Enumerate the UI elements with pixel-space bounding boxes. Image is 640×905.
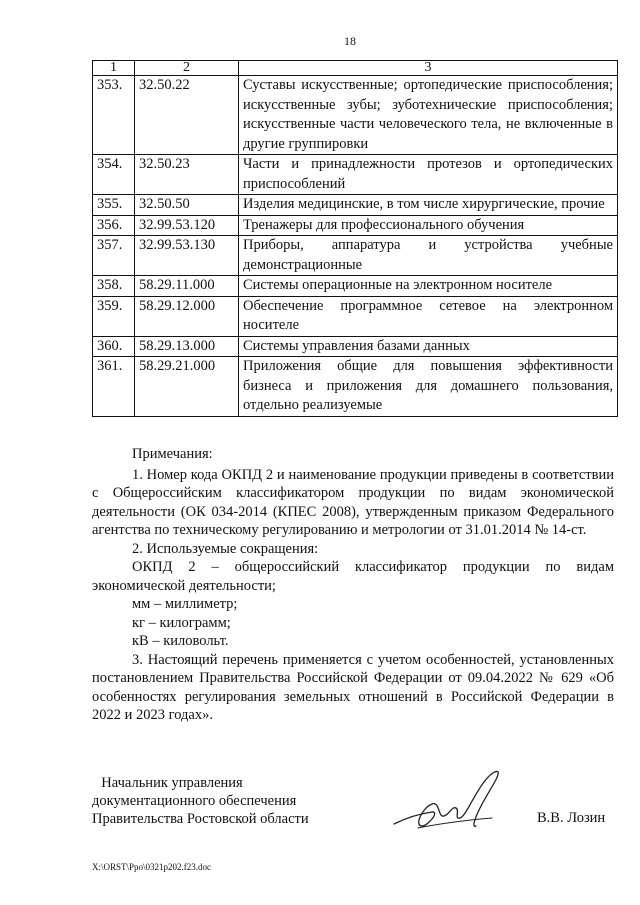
row-number: 353.: [93, 76, 135, 155]
product-name: Тренажеры для профессионального обучения: [239, 215, 618, 236]
row-number: 357.: [93, 236, 135, 276]
page-number: 18: [344, 34, 356, 48]
row-number: 355.: [93, 195, 135, 216]
row-number: 356.: [93, 215, 135, 236]
note-3: 3. Настоящий перечень применяется с учетом особенностей, установленных постановлением Правительства Российской Федерации от 09.04.2022 № 629 «Об особенностях регулирования земельных отношений в Российской Федерации в 2022 и 2023 годах».: [92, 651, 614, 723]
okpd-code: 32.99.53.120: [135, 215, 239, 236]
row-number: 360.: [93, 336, 135, 357]
row-number: 361.: [93, 357, 135, 417]
product-name: Части и принадлежности протезов и ортопедических приспособлений: [239, 155, 618, 195]
product-name: Приборы, аппаратура и устройства учебные демонстрационные: [239, 236, 618, 276]
row-number: 359.: [93, 296, 135, 336]
abbreviation-mm: мм – миллиметр;: [132, 596, 238, 612]
table-row: [93, 215, 618, 236]
table-header-row: [93, 61, 618, 76]
signatory-title-line: документационного обеспечения: [92, 793, 297, 809]
okpd-code: 58.29.12.000: [135, 296, 239, 336]
table-row: [93, 296, 618, 336]
abbreviation-okpd: ОКПД 2 – общероссийский классификатор продукции по видам экономической деятельности;: [92, 559, 614, 594]
table-row: [93, 76, 618, 155]
okpd-code: 32.50.22: [135, 76, 239, 155]
product-name: Изделия медицинские, в том числе хирургические, прочие: [239, 195, 618, 216]
product-name: Обеспечение программное сетевое на электронном носителе: [239, 296, 618, 336]
column-header: 1: [93, 61, 135, 76]
table-row: [93, 155, 618, 195]
table-row: [93, 276, 618, 297]
abbreviation-kv: кВ – киловольт.: [132, 633, 229, 649]
column-header: 2: [135, 61, 239, 76]
okpd-code: 32.50.23: [135, 155, 239, 195]
notes-heading: Примечания:: [132, 446, 213, 462]
product-name: Суставы искусственные; ортопедические приспособления; искусственные зубы; зуботехнические приспособления; искусственные части человеческого тела, не включенные в другие группировки: [239, 76, 618, 155]
row-number: 354.: [93, 155, 135, 195]
product-table: [92, 60, 618, 417]
table-row: [93, 336, 618, 357]
product-name: Системы управления базами данных: [239, 336, 618, 357]
product-name: Приложения общие для повышения эффективности бизнеса и приложения для домашнего пользования, отдельно реализуемые: [239, 357, 618, 417]
handwritten-signature: [388, 768, 508, 838]
okpd-code: 58.29.11.000: [135, 276, 239, 297]
product-name: Системы операционные на электронном носителе: [239, 276, 618, 297]
okpd-code: 58.29.13.000: [135, 336, 239, 357]
column-header: 3: [239, 61, 618, 76]
signer-name: В.В. Лозин: [537, 810, 606, 826]
signatory-title-line: Начальник управления: [101, 775, 243, 791]
signatory-title: [92, 774, 309, 828]
signatory-title-line: Правительства Ростовской области: [92, 811, 309, 827]
file-path: X:\ORST\Ppo\0321p202.f23.doc: [92, 862, 212, 872]
abbreviation-kg: кг – килограмм;: [132, 614, 231, 631]
okpd-code: 58.29.21.000: [135, 357, 239, 417]
table-row: [93, 357, 618, 417]
table-row: [93, 236, 618, 276]
table-row: [93, 195, 618, 216]
okpd-code: 32.99.53.130: [135, 236, 239, 276]
row-number: 358.: [93, 276, 135, 297]
note-2-title: 2. Используемые сокращения:: [132, 540, 319, 557]
note-1: 1. Номер кода ОКПД 2 и наименование продукции приведены в соответствии с Общероссийским классификатором продукции по видам экономической деятельности (ОК 034-2014 (КПЕС 2008), утвержденным приказом Федерального агентства по техническому регулированию и метрологии от 31.01.2014 № 14-ст.: [92, 466, 614, 538]
okpd-code: 32.50.50: [135, 195, 239, 216]
notes-section: [92, 445, 614, 725]
